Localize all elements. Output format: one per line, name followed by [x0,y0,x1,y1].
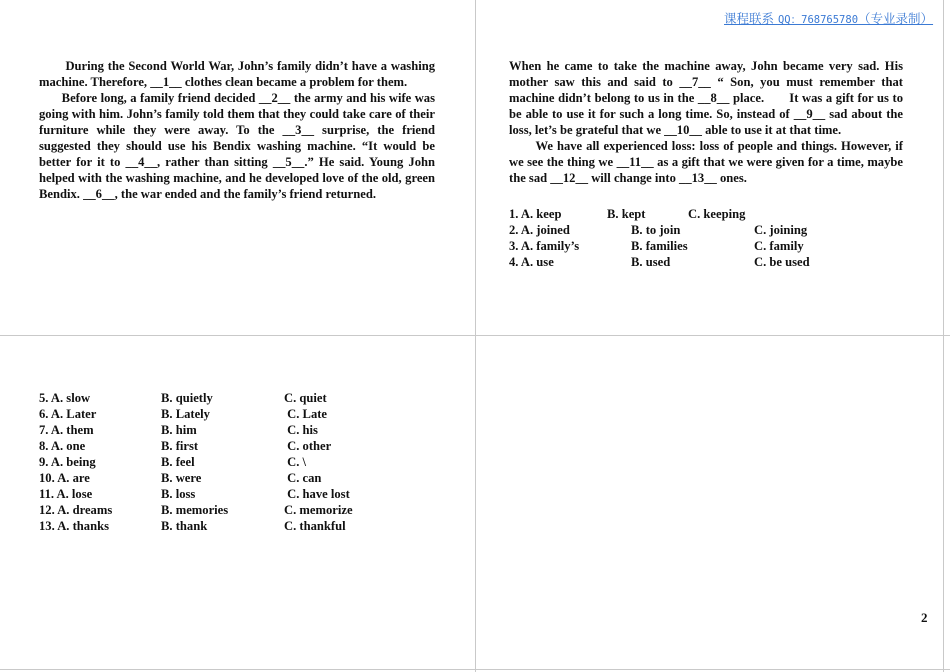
option-a: 10. A. are [39,471,90,485]
option-b: B. kept [607,207,646,221]
page-panel-bottom-right [476,336,950,672]
course-contact-link[interactable] [724,9,933,27]
passage-paragraph: During the Second World War, John’s family didn’t have a washing machine. Therefore, __1__ clothes clean became a problem for them. [39,59,435,89]
option-a: 2. A. joined [509,223,570,237]
option-row [39,439,419,455]
option-a: 7. A. them [39,423,94,437]
option-c: C. have lost [284,487,350,501]
option-row [509,207,889,223]
qq-number: QQ：768765780 [777,14,859,26]
option-a: 11. A. lose [39,487,93,501]
page-number: 2 [921,610,928,625]
option-c: C. Late [284,407,328,421]
passage-left-column [39,58,435,202]
option-c: C. family [754,239,804,253]
answer-options-1-4 [509,207,889,271]
passage-paragraph: We have all experienced loss: loss of people and things. However, if we see the thing we __11__ as a gift that we were given for a time, maybe the sad __12__ will change into __13__ ones. [509,139,903,185]
option-b: B. families [631,239,688,253]
option-row [509,239,889,255]
option-b: B. memories [161,503,229,517]
option-c: C. other [284,439,332,453]
option-row [39,487,419,503]
option-b: B. first [161,439,199,453]
page-border-bottom [0,669,950,670]
option-row [509,255,889,271]
option-c: C. \ [284,455,307,469]
option-c: C. keeping [688,207,746,221]
page-border-right [943,0,944,672]
option-a: 6. A. Later [39,407,97,421]
option-row [39,471,419,487]
option-b: B. Lately [161,407,210,421]
option-c: C. joining [754,223,808,237]
option-b: B. quietly [161,391,213,405]
option-row [39,503,419,519]
option-row [39,455,419,471]
option-a: 1. A. keep [509,207,562,221]
option-c: C. thankful [284,519,346,533]
option-row [39,423,419,439]
passage-paragraph: Before long, a family friend decided __2__ the army and his wife was going with him. John’s family told them that they could take care of their furniture while they were away. To the __3__ surprise, the friend suggested they should use his Bendix washing machine. “It would be better for it to __4__, rather than sitting __5__.” He said. Young John helped with the washing machine, and he developed love of the old, green Bendix. __6__, the war ended and the family’s friend returned. [39,91,435,201]
option-a: 8. A. one [39,439,86,453]
option-a: 9. A. being [39,455,96,469]
option-b: B. to join [631,223,681,237]
passage-right-column [509,58,907,186]
option-row [39,519,419,535]
option-a: 3. A. family’s [509,239,580,253]
option-row [39,391,419,407]
option-row [39,407,419,423]
contact-tail: （专业录制） [858,11,934,26]
option-a: 12. A. dreams [39,503,113,517]
option-c: C. be used [754,255,810,269]
option-b: B. thank [161,519,208,533]
option-b: B. loss [161,487,196,501]
option-b: B. him [161,423,197,437]
option-row [509,223,889,239]
option-c: C. memorize [284,503,353,517]
contact-label: 课程联系 [724,11,778,26]
option-b: B. feel [161,455,195,469]
option-c: C. can [284,471,322,485]
option-b: B. used [631,255,671,269]
option-c: C. his [284,423,318,437]
option-c: C. quiet [284,391,327,405]
option-b: B. were [161,471,202,485]
answer-options-5-13 [39,391,419,535]
passage-paragraph: When he came to take the machine away, John became very sad. His mother saw this and said to __7__ “ Son, you must remember that machine didn’t belong to us in the __8__ place. It was a gift for us to be able to use it for such a long time. So, instead of __9__ sad about the loss, let’s be grateful that we __10__ able to use it at that time. [509,59,907,137]
option-a: 4. A. use [509,255,554,269]
option-a: 13. A. thanks [39,519,109,533]
option-a: 5. A. slow [39,391,91,405]
